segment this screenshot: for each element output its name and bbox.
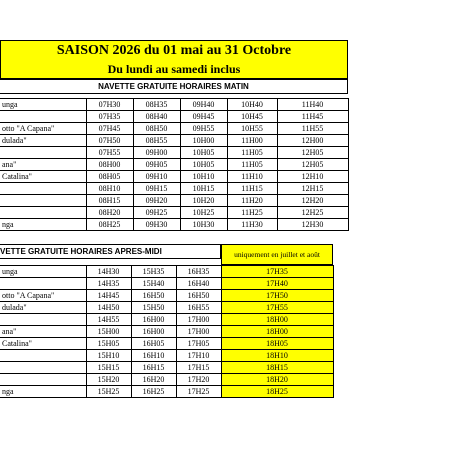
departure-time: 08H10: [86, 183, 133, 195]
season-subtitle: Du lundi au samedi inclus: [0, 60, 348, 79]
departure-time: 10H45: [227, 111, 277, 123]
departure-time: 14H50: [86, 302, 131, 314]
morning-row: [0, 135, 348, 147]
departure-time: 16H35: [176, 266, 221, 278]
morning-section-header: NAVETTE GRATUITE HORAIRES MATIN: [0, 79, 348, 94]
departure-time: 16H05: [131, 338, 176, 350]
stop-name: dulada": [0, 135, 86, 147]
departure-time: 09H20: [133, 195, 180, 207]
departure-time: 17H15: [176, 362, 221, 374]
departure-time: 15H40: [131, 278, 176, 290]
departure-time: 08H40: [133, 111, 180, 123]
afternoon-row: [0, 314, 333, 326]
stop-name: [0, 314, 86, 326]
stop-name: unga: [0, 266, 86, 278]
departure-time: 15H20: [86, 374, 131, 386]
departure-time: 12H05: [277, 159, 348, 171]
departure-time: 10H25: [180, 207, 227, 219]
departure-time: 09H10: [133, 171, 180, 183]
departure-time: 09H30: [133, 219, 180, 231]
stop-name: [0, 183, 86, 195]
afternoon-row: [0, 266, 333, 278]
departure-time: 15H15: [86, 362, 131, 374]
departure-time: 16H50: [176, 290, 221, 302]
departure-time: 16H15: [131, 362, 176, 374]
morning-row: [0, 111, 348, 123]
summer-departure-time: 18H20: [221, 374, 333, 386]
departure-time: 10H20: [180, 195, 227, 207]
departure-time: 17H20: [176, 374, 221, 386]
morning-row: [0, 219, 348, 231]
afternoon-row: [0, 374, 333, 386]
summer-departure-time: 17H40: [221, 278, 333, 290]
departure-time: 07H50: [86, 135, 133, 147]
departure-time: 08H50: [133, 123, 180, 135]
departure-time: 12H05: [277, 147, 348, 159]
morning-row: [0, 183, 348, 195]
departure-time: 12H15: [277, 183, 348, 195]
departure-time: 16H55: [176, 302, 221, 314]
afternoon-row: [0, 290, 333, 302]
afternoon-row: [0, 386, 333, 398]
departure-time: 15H35: [131, 266, 176, 278]
morning-row: [0, 159, 348, 171]
departure-time: 16H10: [131, 350, 176, 362]
departure-time: 17H00: [176, 326, 221, 338]
departure-time: 08H35: [133, 99, 180, 111]
afternoon-row: [0, 326, 333, 338]
morning-row: [0, 99, 348, 111]
summer-departure-time: 17H35: [221, 266, 333, 278]
departure-time: 12H00: [277, 135, 348, 147]
summer-departure-time: 17H50: [221, 290, 333, 302]
departure-time: 08H25: [86, 219, 133, 231]
morning-row: [0, 207, 348, 219]
summer-departure-time: 18H15: [221, 362, 333, 374]
stop-name: ana": [0, 159, 86, 171]
departure-time: 08H00: [86, 159, 133, 171]
morning-row: [0, 147, 348, 159]
departure-time: 15H50: [131, 302, 176, 314]
departure-time: 11H10: [227, 171, 277, 183]
departure-time: 12H25: [277, 207, 348, 219]
departure-time: 15H25: [86, 386, 131, 398]
stop-name: [0, 350, 86, 362]
departure-time: 10H05: [180, 159, 227, 171]
afternoon-schedule-table: [0, 265, 334, 398]
stop-name: unga: [0, 99, 86, 111]
departure-time: 09H15: [133, 183, 180, 195]
stop-name: nga: [0, 219, 86, 231]
departure-time: 11H05: [227, 147, 277, 159]
departure-time: 09H25: [133, 207, 180, 219]
departure-time: 11H25: [227, 207, 277, 219]
summer-departure-time: 18H10: [221, 350, 333, 362]
departure-time: 07H35: [86, 111, 133, 123]
summer-only-note: uniquement en juillet et août: [221, 244, 333, 265]
departure-time: 10H05: [180, 147, 227, 159]
stop-name: ana": [0, 326, 86, 338]
departure-time: 11H55: [277, 123, 348, 135]
stop-name: [0, 278, 86, 290]
departure-time: 11H45: [277, 111, 348, 123]
departure-time: 17H25: [176, 386, 221, 398]
morning-schedule-table: [0, 98, 349, 231]
departure-time: 15H05: [86, 338, 131, 350]
summer-departure-time: 17H55: [221, 302, 333, 314]
departure-time: 08H55: [133, 135, 180, 147]
departure-time: 17H10: [176, 350, 221, 362]
departure-time: 11H00: [227, 135, 277, 147]
departure-time: 12H30: [277, 219, 348, 231]
departure-time: 17H05: [176, 338, 221, 350]
departure-time: 09H05: [133, 159, 180, 171]
afternoon-row: [0, 338, 333, 350]
stop-name: Catalina": [0, 338, 86, 350]
departure-time: 07H30: [86, 99, 133, 111]
summer-departure-time: 18H25: [221, 386, 333, 398]
stop-name: [0, 195, 86, 207]
departure-time: 11H40: [277, 99, 348, 111]
departure-time: 08H20: [86, 207, 133, 219]
stop-name: [0, 362, 86, 374]
departure-time: 12H20: [277, 195, 348, 207]
departure-time: 12H10: [277, 171, 348, 183]
stop-name: [0, 111, 86, 123]
departure-time: 10H55: [227, 123, 277, 135]
departure-time: 11H30: [227, 219, 277, 231]
summer-departure-time: 18H00: [221, 314, 333, 326]
departure-time: 09H55: [180, 123, 227, 135]
departure-time: 11H05: [227, 159, 277, 171]
departure-time: 14H45: [86, 290, 131, 302]
departure-time: 11H15: [227, 183, 277, 195]
departure-time: 10H10: [180, 171, 227, 183]
afternoon-row: [0, 278, 333, 290]
stop-name: [0, 207, 86, 219]
departure-time: 16H20: [131, 374, 176, 386]
departure-time: 16H00: [131, 314, 176, 326]
afternoon-section-header: VETTE GRATUITE HORAIRES APRES-MIDI: [0, 244, 221, 259]
summer-departure-time: 18H00: [221, 326, 333, 338]
departure-time: 11H20: [227, 195, 277, 207]
departure-time: 16H25: [131, 386, 176, 398]
morning-row: [0, 171, 348, 183]
departure-time: 10H15: [180, 183, 227, 195]
departure-time: 09H00: [133, 147, 180, 159]
stop-name: [0, 147, 86, 159]
departure-time: 15H10: [86, 350, 131, 362]
stop-name: Catalina": [0, 171, 86, 183]
stop-name: dulada": [0, 302, 86, 314]
departure-time: 10H40: [227, 99, 277, 111]
stop-name: otto "A Capana": [0, 290, 86, 302]
departure-time: 14H55: [86, 314, 131, 326]
departure-time: 09H45: [180, 111, 227, 123]
departure-time: 08H05: [86, 171, 133, 183]
departure-time: 07H55: [86, 147, 133, 159]
departure-time: 10H00: [180, 135, 227, 147]
departure-time: 08H15: [86, 195, 133, 207]
summer-departure-time: 18H05: [221, 338, 333, 350]
departure-time: 16H50: [131, 290, 176, 302]
departure-time: 16H00: [131, 326, 176, 338]
departure-time: 10H30: [180, 219, 227, 231]
departure-time: 17H00: [176, 314, 221, 326]
season-title: SAISON 2026 du 01 mai au 31 Octobre: [0, 40, 348, 61]
departure-time: 09H40: [180, 99, 227, 111]
departure-time: 07H45: [86, 123, 133, 135]
stop-name: nga: [0, 386, 86, 398]
stop-name: [0, 374, 86, 386]
afternoon-row: [0, 362, 333, 374]
morning-row: [0, 123, 348, 135]
departure-time: 14H35: [86, 278, 131, 290]
afternoon-row: [0, 350, 333, 362]
departure-time: 14H30: [86, 266, 131, 278]
departure-time: 15H00: [86, 326, 131, 338]
stop-name: otto "A Capana": [0, 123, 86, 135]
departure-time: 16H40: [176, 278, 221, 290]
afternoon-row: [0, 302, 333, 314]
morning-row: [0, 195, 348, 207]
